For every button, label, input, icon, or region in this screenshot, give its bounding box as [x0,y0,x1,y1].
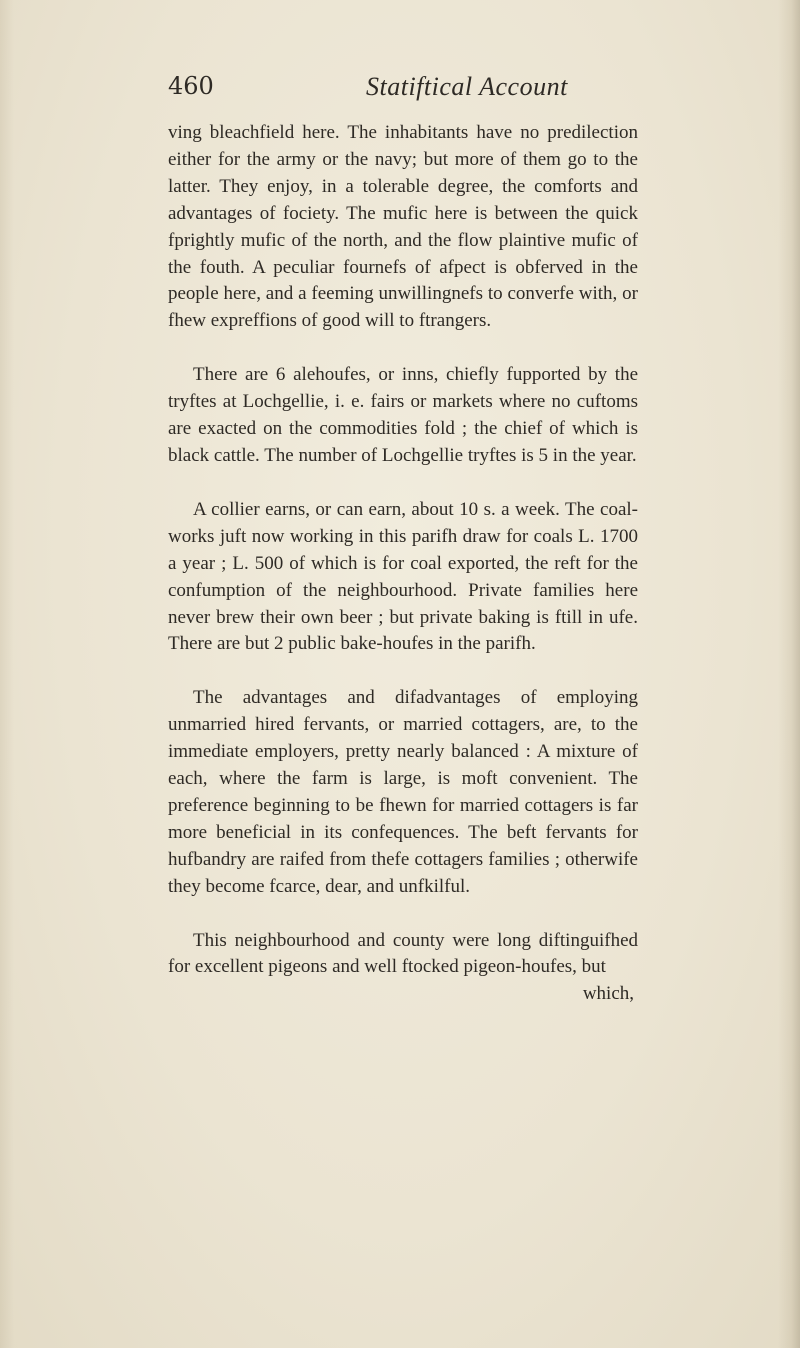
page-right-edge [778,0,800,1348]
page-header [168,72,638,112]
running-title: Statiftical Account [366,72,568,101]
paragraph-3: A collier earns, or can earn, about 10 s. a week. The coal-works juft now working in this parifh draw for coals L. 1700 a year ; L. 500 of which is for coal exported, the reft for the confumption of the neighbourhood. Private families here never brew their own beer ; but private baking is ftill in ufe. There are but 2 public bake-houfes in the parifh. [168,498,638,655]
paragraph-4: The advantages and difadvantages of employing unmarried hired fervants, or married cottagers, are, to the immediate employers, pretty nearly balanced : A mixture of each, where the farm is large, is moft convenient. The preference beginning to be fhewn for married cottagers is far more beneficial in its confequences. The beft fervants for hufbandry are raifed from thefe cottagers families ; otherwife they become fcarce, dear, and unfkilful. [168,687,638,897]
paragraph-2: There are 6 alehoufes, or inns, chiefly fupported by the tryftes at Lochgellie, i. e. fairs or markets where no cuftoms are exacted on the commodities fold ; the chief of which is black cattle. The number of Lochgellie tryftes is 5 in the year. [168,364,638,466]
page-number: 460 [168,72,214,100]
paragraph-1: ving bleachfield here. The inhabitants have no predilection either for the army or the navy; but more of them go to the latter. They enjoy, in a tolerable degree, the comforts and advantages of fociety. The mufic here is between the quick fprightly mufic of the north, and the flow plaintive mufic of the fouth. A peculiar fournefs of afpect is obferved in the people here, and a feeming unwillingnefs to converfe with, or fhew expreffions of good will to ftrangers. [168,122,638,332]
page-body [168,120,638,1008]
page-left-edge [0,0,14,1348]
catchword: which, [582,983,634,1005]
paragraph-5: This neighbourhood and county were long diftinguifhed for excellent pigeons and well ftocked pigeon-houfes, but [168,929,638,978]
